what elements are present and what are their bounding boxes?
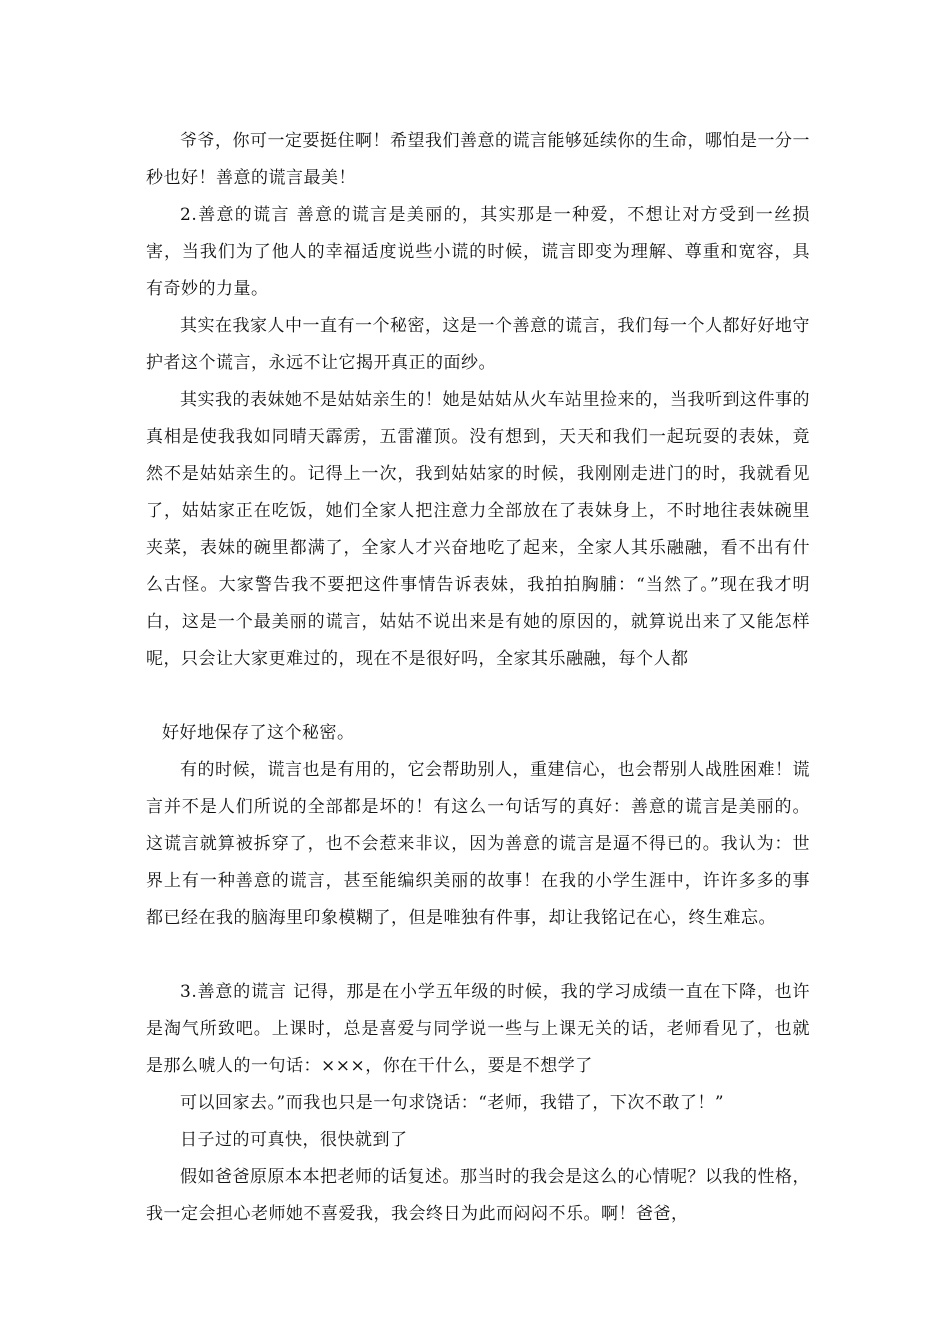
paragraph-family-secret: 其实在我家人中一直有一个秘密，这是一个善意的谎言，我们每一个人都好好地守护者这个谎言，永远不让它揭开真正的面纱。 — [146, 316, 810, 373]
paragraph-lies-useful: 有的时候，谎言也是有用的，它会帮助别人，重建信心，也会帮别人战胜困难！谎言并不是人们所说的全部都是坏的！有这么一句话写的真好：善意的谎言是美丽的。这谎言就算被拆穿了，也不会惹来非议，因为善意的谎言是逼不得已的。我认为：世界上有一种善意的谎言，甚至能编织美丽的故事！在我的小学生涯中，许许多多的事都已经在我的脑海里印象模糊了，但是唯独有件事，却让我铭记在心，终生难忘。 — [146, 760, 810, 928]
paragraph-white-lie-3: 3.善意的谎言 记得，那是在小学五年级的时候，我的学习成绩一直在下降，也许是淘气所致吧。上课时，总是喜爱与同学说一些与上课无关的话，老师看见了，也就是那么唬人的一句话：×××，你在干什么，要是不想学了 — [146, 982, 810, 1076]
paragraph-go-home: 可以回家去。”而我也只是一句求饶话：“老师，我错了，下次不敢了！” — [180, 1093, 725, 1113]
paragraph-if-dad: 假如爸爸原原本本把老师的话复述。那当时的我会是这么的心情呢？以我的性格，我一定会担心老师她不喜爱我，我会终日为此而闷闷不乐。啊！爸爸， — [146, 1167, 810, 1224]
paragraph-grandpa: 爷爷，你可一定要挺住啊！希望我们善意的谎言能够延续你的生命，哪怕是一分一秒也好！善意的谎言最美！ — [146, 131, 810, 188]
paragraph-cousin-story: 其实我的表妹她不是姑姑亲生的！她是姑姑从火车站里捡来的，当我听到这件事的真相是使我我如同晴天霹雳，五雷灌顶。没有想到，天天和我们一起玩耍的表妹，竟然不是姑姑亲生的。记得上一次，我到姑姑家的时候，我刚刚走进门的时，我就看见了，姑姑家正在吃饭，她们全家人把注意力全部放在了表妹身上，不时地往表妹碗里夹菜，表妹的碗里都满了，全家人才兴奋地吃了起来，全家人其乐融融，看不出有什么古怪。大家警告我不要把这件事情告诉表妹，我拍拍胸脯：“当然了。”现在我才明白，这是一个最美丽的谎言，姑姑不说出来是有她的原因的，就算说出来了又能怎样呢，只会让大家更难过的，现在不是很好吗，全家其乐融融，每个人都 — [146, 390, 810, 669]
paragraph-kept-secret: 好好地保存了这个秘密。 — [162, 723, 355, 743]
paragraph-white-lie-2: 2.善意的谎言 善意的谎言是美丽的，其实那是一种爱，不想让对方受到一丝损害，当我们为了他人的幸福适度说些小谎的时候，谎言即变为理解、尊重和宽容，具有奇妙的力量。 — [146, 205, 810, 299]
paragraph-time-flies: 日子过的可真快，很快就到了 — [180, 1130, 408, 1150]
